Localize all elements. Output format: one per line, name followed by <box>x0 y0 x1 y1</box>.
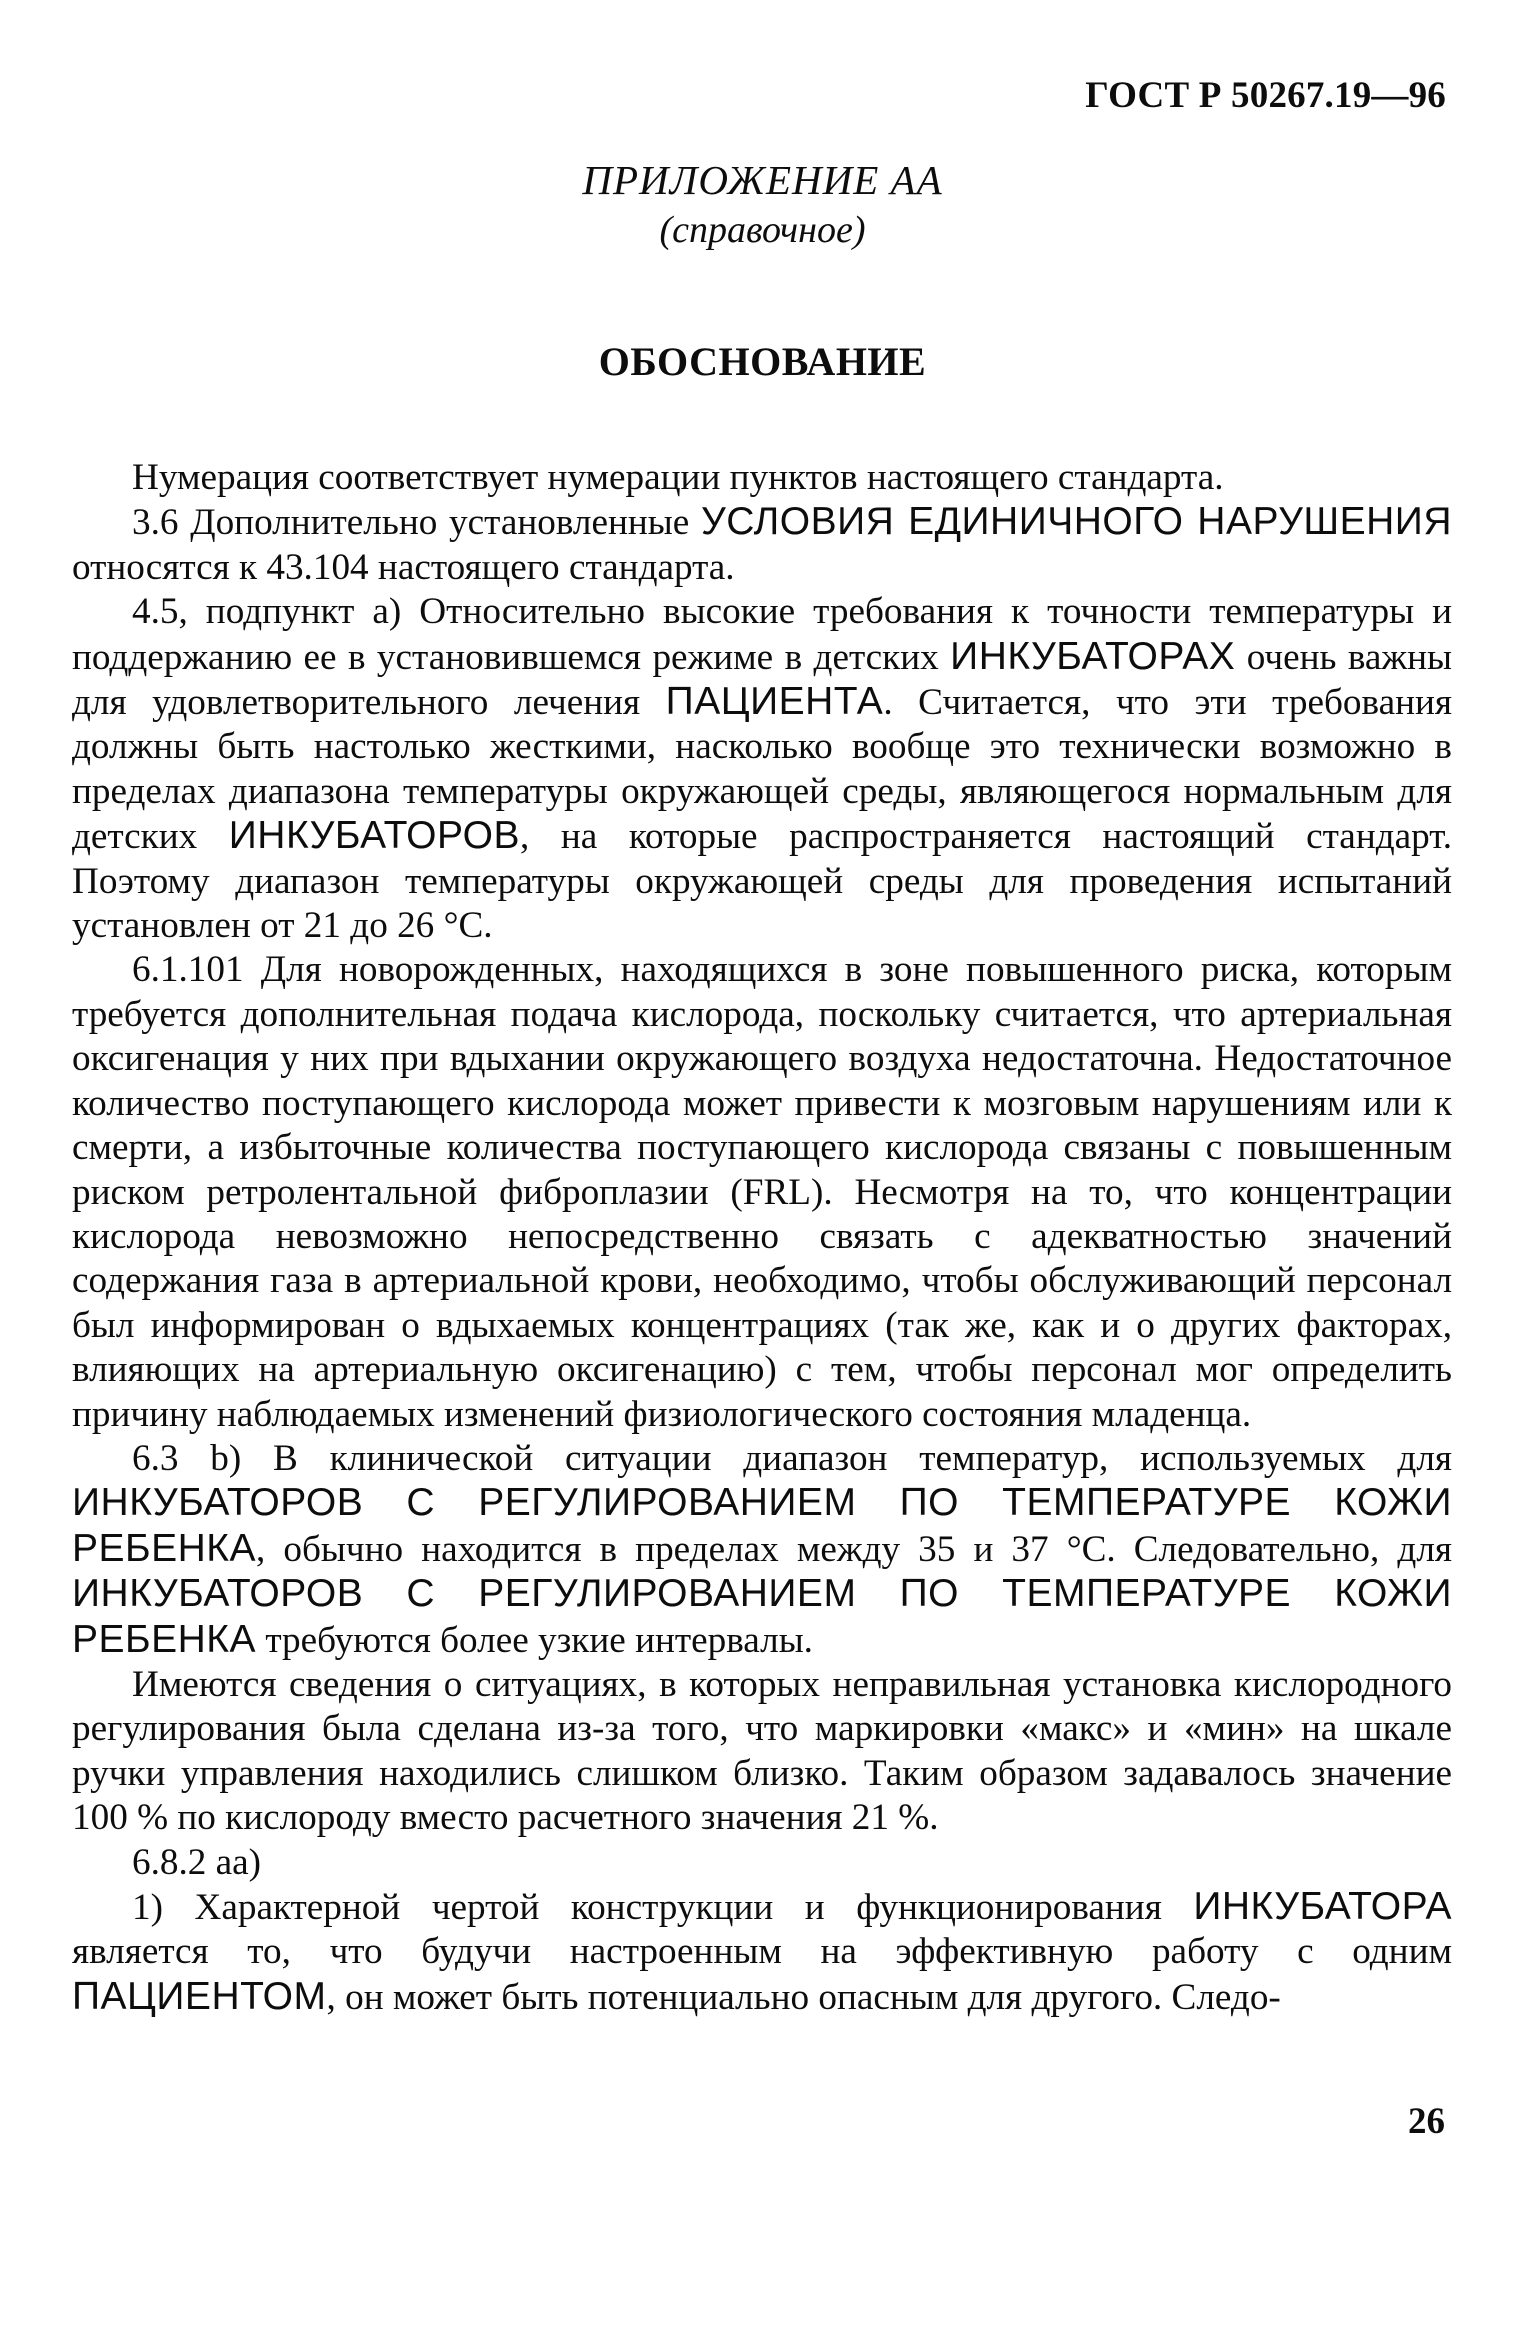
text-run: . Считается, что эти требования должны быть настолько жесткими, насколько вообще это технически возможно в пределах диапазона температуры окружающей среды, являющегося нормальным для детских <box>72 682 1452 858</box>
defined-term: ИНКУБАТОРА <box>1193 1885 1452 1928</box>
paragraph-oxygen-marking: Имеются сведения о ситуациях, в которых неправильная установка кислородного регулирования была сделана из-за того, что маркировки «макс» и «мин» на шкале ручки управления находились слишком близко. Таким образом задавалось значение 100 % по кислороду вместо расчетного значения 21 %. <box>72 1663 1452 1839</box>
page-number: 26 <box>1408 2101 1445 2142</box>
text-run: требуются более узкие интервалы. <box>256 1619 813 1661</box>
paragraph-6-8-2-item-1 <box>72 1885 1452 2020</box>
paragraph-6-1-101: 6.1.101 Для новорожденных, находящихся в зоне повышенного риска, которым требуется дополнительная подача кислорода, поскольку считается, что артериальная оксигенация у них при вдыхании окружающего воздуха недостаточна. Недостаточное количество поступающего кислорода может привести к мозговым нарушениям или к смерти, а избыточные количества поступающего кислорода связаны с повышенным риском ретролентальной фиброплазии (FRL). Несмотря на то, что концентрации кислорода невозможно непосредственно связать с адекватностью значений содержания газа в артериальной крови, необходимо, чтобы обслуживающий персонал был информирован о вдыхаемых концентрациях (так же, как и о других факторах, влияющих на артериальную оксигенацию) с тем, чтобы персонал мог определить причину наблюдаемых изменений физиологического состояния младенца. <box>72 949 1452 1435</box>
paragraph-6-3-b <box>72 1437 1452 1663</box>
defined-term: УСЛОВИЯ ЕДИНИЧНОГО НАРУШЕНИЯ <box>701 500 1453 544</box>
text-run: очень важны для удовлетворительного лечения <box>72 636 1452 724</box>
standard-code: ГОСТ Р 50267.19—96 <box>1085 75 1446 116</box>
defined-term: ПАЦИЕНТА <box>665 680 884 724</box>
section-title: ОБОСНОВАНИЕ <box>598 339 927 384</box>
document-body <box>72 456 1452 2020</box>
defined-term: ИНКУБАТОРАХ <box>950 634 1236 678</box>
appendix-title: ПРИЛОЖЕНИЕ АА <box>582 157 943 203</box>
defined-term: ПАЦИЕНТОМ <box>72 1974 327 2018</box>
defined-term: ИНКУБАТОРОВ <box>228 814 521 858</box>
text-run: является то, что будучи настроенным на эффективную работу с одним <box>72 1931 1452 1973</box>
text-run: , он может быть потенциально опасным для другого. Следо- <box>326 1976 1281 2018</box>
text-run: относятся к 43.104 настоящего стандарта. <box>72 546 735 588</box>
defined-term: ИНКУБАТОРОВ С РЕГУЛИРОВАНИЕМ ПО ТЕМПЕРАТУРЕ КОЖИ РЕБЕНКА <box>72 1572 1452 1661</box>
paragraph-4-5 <box>72 590 1452 948</box>
paragraph-numbering: Нумерация соответствует нумерации пунктов настоящего стандарта. <box>132 457 1224 498</box>
text-run: , обычно находится в пределах между 35 и 37 °С. Следовательно, для <box>256 1528 1452 1570</box>
appendix-subtitle: (справочное) <box>659 209 866 251</box>
text-run: 4.5, подпункт а) Относительно высокие требования к точности температуры и поддержанию ее в установившемся режиме в детских <box>72 591 1452 678</box>
defined-term: ИНКУБАТОРОВ С РЕГУЛИРОВАНИЕМ ПО ТЕМПЕРАТУРЕ КОЖИ РЕБЕНКА <box>72 1481 1452 1570</box>
text-run: 6.3 b) В клинической ситуации диапазон температур, используемых для <box>132 1437 1452 1479</box>
paragraph-3-6 <box>72 500 1452 590</box>
text-run: 1) Характерной чертой конструкции и функционирования <box>132 1887 1194 1928</box>
text-run: , на которые распространяется настоящий стандарт. Поэтому диапазон температуры окружающей среды для проведения испытаний установлен от 21 до 26 °С. <box>72 816 1452 947</box>
text-run: 3.6 Дополнительно установленные <box>132 502 702 544</box>
paragraph-6-8-2: 6.8.2 аа) <box>132 1841 262 1883</box>
